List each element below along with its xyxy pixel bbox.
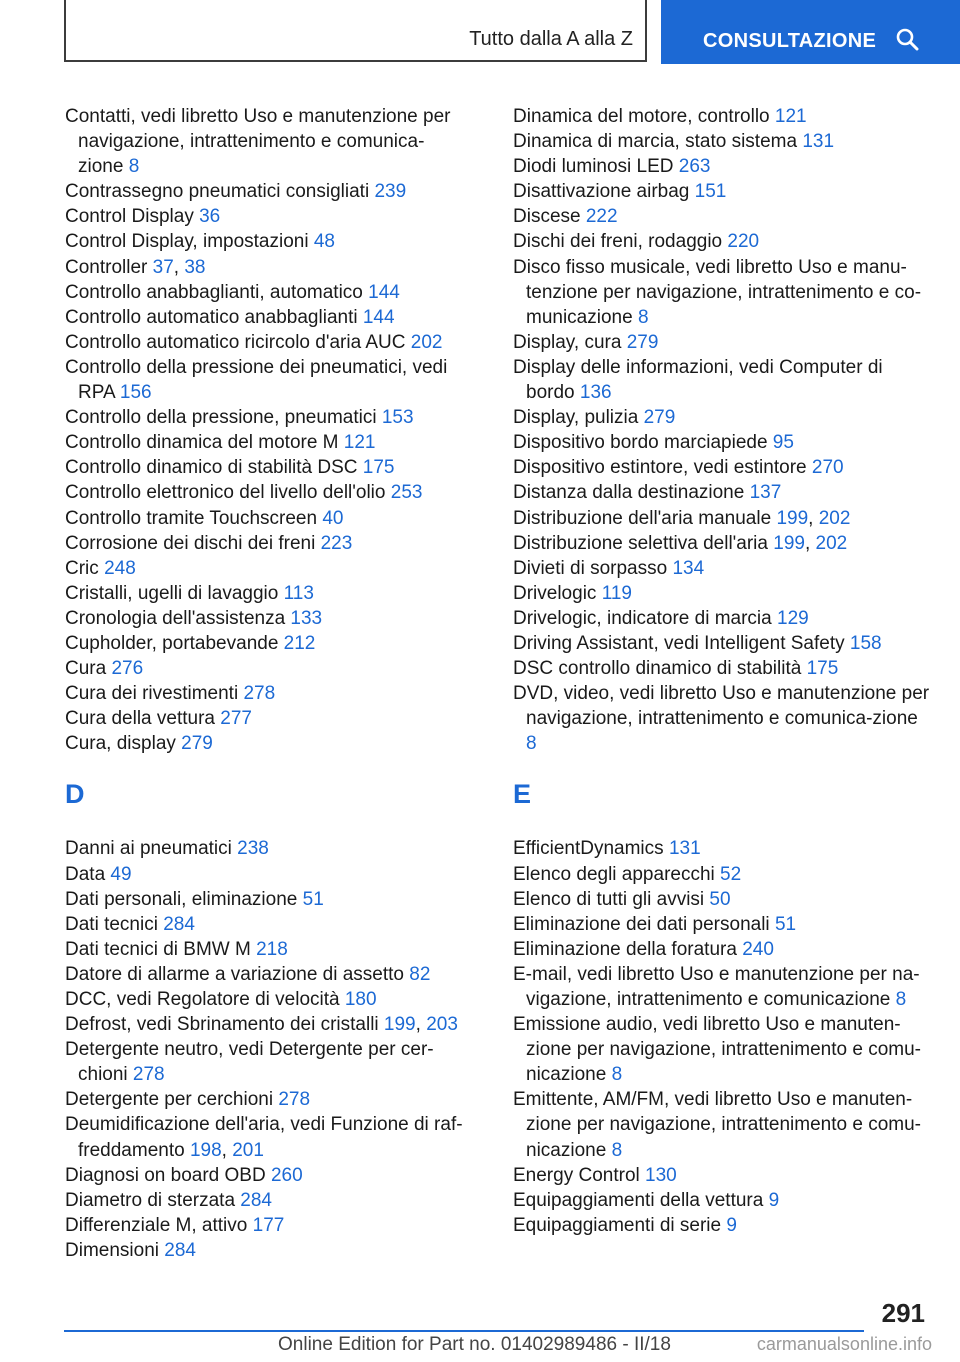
page-link[interactable]: 278 [278, 1089, 311, 1111]
index-term: Cura dei rivestimenti [65, 683, 244, 705]
index-entry [65, 405, 465, 430]
index-entry [65, 631, 465, 656]
index-term: Contrassegno pneumatici consigliati [65, 181, 375, 203]
page-link[interactable]: 279 [643, 407, 676, 429]
index-entry [513, 480, 933, 505]
section-title: Tutto dalla A alla Z [469, 28, 633, 50]
index-term: Drivelogic [513, 582, 602, 604]
index-term: Controllo automatico ricircolo d'aria AUC [65, 331, 411, 353]
search-icon [895, 27, 919, 51]
index-entry [65, 104, 465, 179]
index-entry [65, 280, 465, 305]
page-link[interactable]: 284 [240, 1189, 272, 1211]
index-term: Dati tecnici di BMW M [65, 938, 257, 960]
index-entry [65, 556, 465, 581]
index-entry [513, 1163, 933, 1188]
index-entry [65, 656, 465, 681]
page-link[interactable]: 51 [774, 913, 797, 935]
index-entry: Distribuzione selettiva dell'aria 199, 202 [513, 532, 848, 554]
page-link[interactable]: 9 [768, 1189, 780, 1211]
page-header [0, 0, 960, 66]
page-link[interactable]: 133 [290, 607, 323, 629]
page-link[interactable]: 131 [802, 131, 835, 153]
page-link[interactable]: 199 [773, 532, 805, 554]
index-entry [513, 405, 933, 430]
index-entry [65, 355, 465, 405]
index-term: Cupholder, portabevande [65, 632, 284, 654]
page-link[interactable]: 95 [772, 432, 794, 454]
index-entry: Defrost, vedi Sbrinamento dei cristalli 199, 203 [65, 1014, 458, 1036]
index-entry [513, 129, 933, 154]
index-term: Display, pulizia [513, 407, 644, 429]
index-term: EfficientDynamics [513, 838, 669, 860]
index-term: Distribuzione dell'aria manuale [513, 507, 777, 529]
page-link[interactable]: 40 [322, 507, 344, 529]
page-link[interactable]: 270 [811, 457, 844, 479]
page-link[interactable]: 52 [720, 863, 742, 885]
index-term: Dischi dei freni, rodaggio [513, 231, 728, 253]
page-link[interactable]: 175 [362, 457, 395, 479]
index-entry [513, 912, 933, 937]
index-term: Elenco degli apparecchi [513, 863, 721, 885]
index-term: DVD, video, vedi libretto Uso e manutenzione per navigazione, intrattenimento e comunica-zione [513, 683, 930, 730]
index-term: Corrosione dei dischi dei freni [65, 532, 321, 554]
index-entry [65, 179, 465, 204]
page-link[interactable]: 156 [119, 382, 152, 404]
index-entry: Deumidificazione dell'aria, vedi Funzione di raf-freddamento 198, 201 [65, 1114, 463, 1161]
page-link[interactable]: 121 [774, 106, 807, 127]
index-term: Dati personali, eliminazione [65, 888, 303, 910]
page-link[interactable]: 136 [579, 382, 612, 404]
index-entry [513, 255, 933, 330]
page-link[interactable]: 8 [637, 306, 649, 328]
index-term: Controllo tramite Touchscreen [65, 507, 323, 529]
index-term: Controller [65, 256, 153, 278]
index-term: Driving Assistant, vedi Intelligent Safety [513, 632, 850, 654]
page-link[interactable]: 129 [777, 607, 809, 629]
page-link[interactable]: 130 [645, 1164, 677, 1186]
page-link[interactable]: 239 [374, 181, 407, 203]
index-term: Diametro di sterzata [65, 1189, 241, 1211]
index-term: Dispositivo estintore, vedi estintore [513, 457, 812, 479]
index-entry [65, 731, 465, 756]
index-term: Control Display, impostazioni [65, 231, 314, 253]
index-entry [513, 681, 933, 756]
index-entry [65, 581, 465, 606]
index-term: Drivelogic, indicatore di marcia [513, 607, 777, 629]
index-entry [65, 1037, 465, 1087]
page-link[interactable]: 8 [895, 989, 907, 1010]
index-term: Cura [65, 658, 112, 680]
index-entry [513, 154, 933, 179]
index-term: Energy Control [513, 1164, 646, 1186]
page-link[interactable]: 218 [256, 938, 288, 960]
page-link[interactable]: 119 [601, 582, 632, 604]
index-entry [65, 1087, 465, 1112]
index-column-right [513, 104, 933, 1238]
index-term: E-mail, vedi libretto Uso e manutenzione per na-vigazione, intrattenimento e comunicazione [513, 963, 920, 1010]
index-term: Deumidificazione dell'aria, vedi Funzione di raf-freddamento [65, 1114, 463, 1161]
page-link[interactable]: 203 [426, 1014, 458, 1036]
index-term: Controllo della pressione, pneumatici [65, 407, 382, 429]
index-term: Cura della vettura [65, 708, 221, 730]
page-link[interactable]: 201 [232, 1139, 264, 1161]
index-term: Distanza dalla destinazione [513, 482, 750, 504]
page-link[interactable]: 113 [283, 582, 314, 604]
index-entry [65, 531, 465, 556]
index-entry [513, 606, 933, 631]
page-link[interactable]: 202 [818, 507, 851, 529]
index-entry [65, 706, 465, 731]
index-term: Equipaggiamenti di serie [513, 1214, 727, 1236]
page-link[interactable]: 36 [199, 206, 221, 228]
index-term: Elenco di tutti gli avvisi [513, 888, 710, 910]
index-entry [513, 1087, 933, 1162]
page-link[interactable]: 8 [526, 733, 537, 755]
index-entry [65, 1213, 465, 1238]
page-link[interactable]: 144 [368, 281, 400, 303]
page-link[interactable]: 49 [110, 863, 132, 885]
index-term: Cura, display [65, 733, 182, 755]
page-link[interactable]: 284 [163, 913, 195, 935]
page-link[interactable]: 253 [390, 482, 423, 504]
index-entry [513, 556, 933, 581]
index-entry [513, 355, 933, 405]
index-term: Controllo dinamica del motore M [65, 432, 344, 454]
page-link[interactable]: 38 [184, 256, 206, 278]
page-link[interactable]: 238 [237, 838, 269, 860]
index-entry [65, 229, 465, 254]
index-entry [513, 962, 933, 1012]
index-entry [513, 836, 933, 861]
page-link[interactable]: 248 [104, 557, 136, 579]
page-link[interactable]: 158 [849, 632, 882, 654]
page-link[interactable]: 134 [672, 557, 705, 579]
index-entry [65, 937, 465, 962]
page-link[interactable]: 50 [709, 888, 731, 910]
page-link[interactable]: 151 [694, 181, 727, 203]
page-link[interactable]: 8 [128, 156, 140, 178]
index-term: Disattivazione airbag [513, 181, 695, 203]
index-entry [65, 862, 465, 887]
section-tab[interactable] [64, 0, 647, 62]
index-term: DCC, vedi Regolatore di velocità [65, 989, 345, 1010]
index-term: Distribuzione selettiva dell'aria [513, 532, 774, 554]
page-link[interactable]: 48 [313, 231, 335, 253]
index-term: Emittente, AM/FM, vedi libretto Uso e manuten-zione per navigazione, intrattenimento e comu-nicazione [513, 1089, 922, 1161]
page-link[interactable]: 51 [302, 888, 324, 910]
index-entry [65, 455, 465, 480]
index-column-left [65, 104, 465, 1263]
consultazione-label: CONSULTAZIONE [703, 30, 877, 52]
index-entry [65, 430, 465, 455]
index-term: DSC controllo dinamico di stabilità [513, 658, 807, 680]
index-term: Discese [513, 206, 586, 228]
section-letter: D [65, 779, 85, 810]
page-link[interactable]: 223 [320, 532, 353, 554]
index-entry: Controller 37, 38 [65, 256, 206, 278]
index-term: Data [65, 863, 111, 885]
page-link[interactable]: 198 [189, 1139, 222, 1161]
index-term: Divieti di sorpasso [513, 557, 673, 579]
index-entry [65, 836, 465, 861]
index-term: Controllo automatico anabbaglianti [65, 306, 363, 328]
page-link[interactable]: 37 [152, 256, 174, 278]
index-entry [65, 1238, 465, 1263]
page-link[interactable]: 202 [410, 331, 443, 353]
index-term: Defrost, vedi Sbrinamento dei cristalli [65, 1014, 384, 1036]
page-link[interactable]: 263 [678, 156, 711, 178]
index-term: Detergente per cerchioni [65, 1089, 279, 1111]
page-link[interactable]: 121 [343, 432, 376, 454]
index-term: Emissione audio, vedi libretto Uso e manuten-zione per navigazione, intrattenimento e comu-nicazione [513, 1014, 922, 1086]
index-entry [65, 480, 465, 505]
page-link[interactable]: 9 [726, 1214, 737, 1236]
page-link[interactable]: 279 [626, 331, 659, 353]
index-term: Contatti, vedi libretto Uso e manutenzione per navigazione, intrattenimento e comunica-zione [65, 106, 451, 178]
index-entry [513, 204, 933, 229]
index-term: Dispositivo bordo marciapiede [513, 432, 773, 454]
index-term: Cronologia dell'assistenza [65, 607, 291, 629]
index-term: Display, cura [513, 331, 627, 353]
index-term: Controllo anabbaglianti, automatico [65, 281, 369, 303]
page-link[interactable]: 222 [585, 206, 618, 228]
index-entry [513, 862, 933, 887]
index-entry [65, 912, 465, 937]
index-entry [513, 330, 933, 355]
index-entry [65, 330, 465, 355]
page-link[interactable]: 276 [111, 658, 144, 680]
index-entry [513, 581, 933, 606]
index-term: Differenziale M, attivo [65, 1214, 253, 1236]
index-entry [65, 1163, 465, 1188]
index-entry [513, 179, 933, 204]
index-entry [65, 305, 465, 330]
index-entry [65, 887, 465, 912]
page-link[interactable]: 279 [181, 733, 213, 755]
index-term: Cristalli, ugelli di lavaggio [65, 582, 284, 604]
page-link[interactable]: 144 [362, 306, 395, 328]
index-term: Controllo della pressione dei pneumatici, vedi RPA [65, 356, 448, 404]
page-link[interactable]: 260 [270, 1164, 303, 1186]
page-link[interactable]: 82 [409, 963, 431, 985]
page-link[interactable]: 278 [243, 683, 276, 705]
page-link[interactable]: 220 [727, 231, 760, 253]
index-entry [513, 887, 933, 912]
index-term: Diodi luminosi LED [513, 156, 679, 178]
watermark: carmanualsonline.info [756, 1334, 932, 1354]
consultazione-tab[interactable] [661, 0, 960, 64]
index-entry [65, 681, 465, 706]
index-entry [513, 104, 933, 129]
page-link[interactable]: 177 [252, 1214, 285, 1236]
page-link[interactable]: 202 [815, 532, 848, 554]
index-term: Diagnosi on board OBD [65, 1164, 271, 1186]
edition-text: Online Edition for Part no. 01402989486 - II/18 [278, 1334, 671, 1355]
index-term: Eliminazione dei dati personali [513, 913, 775, 935]
index-entry [65, 1188, 465, 1213]
page-number: 291 [881, 1298, 925, 1328]
section-letter: E [513, 779, 532, 810]
index-entry: Distribuzione dell'aria manuale 199, 202 [513, 507, 851, 529]
index-entry [513, 455, 933, 480]
index-entry [513, 656, 933, 681]
index-term: Display delle informazioni, vedi Computer di bordo [513, 356, 883, 404]
page-link[interactable]: 199 [383, 1014, 416, 1036]
index-entry [513, 937, 933, 962]
index-term: Danni ai pneumatici [65, 838, 238, 860]
index-term: Disco fisso musicale, vedi libretto Uso e manu-tenzione per navigazione, intrattenimento e co-municazione [513, 256, 922, 328]
page-link[interactable]: 180 [344, 989, 377, 1010]
index-term: Control Display [65, 206, 200, 228]
index-term: Cric [65, 557, 105, 579]
page-link[interactable]: 8 [611, 1139, 623, 1161]
page-link[interactable]: 199 [776, 507, 809, 529]
index-term: Dati tecnici [65, 913, 164, 935]
index-term: Equipaggiamenti della vettura [513, 1189, 769, 1211]
index-entry [65, 606, 465, 631]
page-link[interactable]: 131 [668, 838, 701, 860]
index-term: Dimensioni [65, 1239, 165, 1261]
index-entry [513, 631, 933, 656]
index-term: Dinamica di marcia, stato sistema [513, 131, 803, 153]
index-term: Eliminazione della foratura [513, 938, 743, 960]
index-entry [513, 1012, 933, 1087]
index-term: Datore di allarme a variazione di assetto [65, 963, 410, 985]
page-link[interactable]: 212 [283, 632, 316, 654]
index-entry [65, 204, 465, 229]
page-link[interactable]: 277 [220, 708, 252, 730]
index-term: Detergente neutro, vedi Detergente per cer-chioni [65, 1039, 434, 1086]
index-entry [513, 1188, 933, 1213]
index-entry [65, 962, 465, 987]
page-link[interactable]: 278 [132, 1064, 165, 1086]
index-term: Controllo elettronico del livello dell'olio [65, 482, 391, 504]
page-link[interactable]: 284 [164, 1239, 196, 1261]
index-term: Dinamica del motore, controllo [513, 106, 775, 127]
page-link[interactable]: 8 [611, 1064, 623, 1086]
index-entry [65, 506, 465, 531]
page-link[interactable]: 240 [742, 938, 774, 960]
page-link[interactable]: 153 [381, 407, 414, 429]
index-entry [513, 1213, 933, 1238]
index-term: Controllo dinamico di stabilità DSC [65, 457, 363, 479]
page-link[interactable]: 137 [749, 482, 782, 504]
index-entry [65, 987, 465, 1012]
index-entry [513, 430, 933, 455]
page-link[interactable]: 175 [806, 658, 839, 680]
footer-divider [64, 1330, 864, 1332]
index-entry [513, 229, 933, 254]
